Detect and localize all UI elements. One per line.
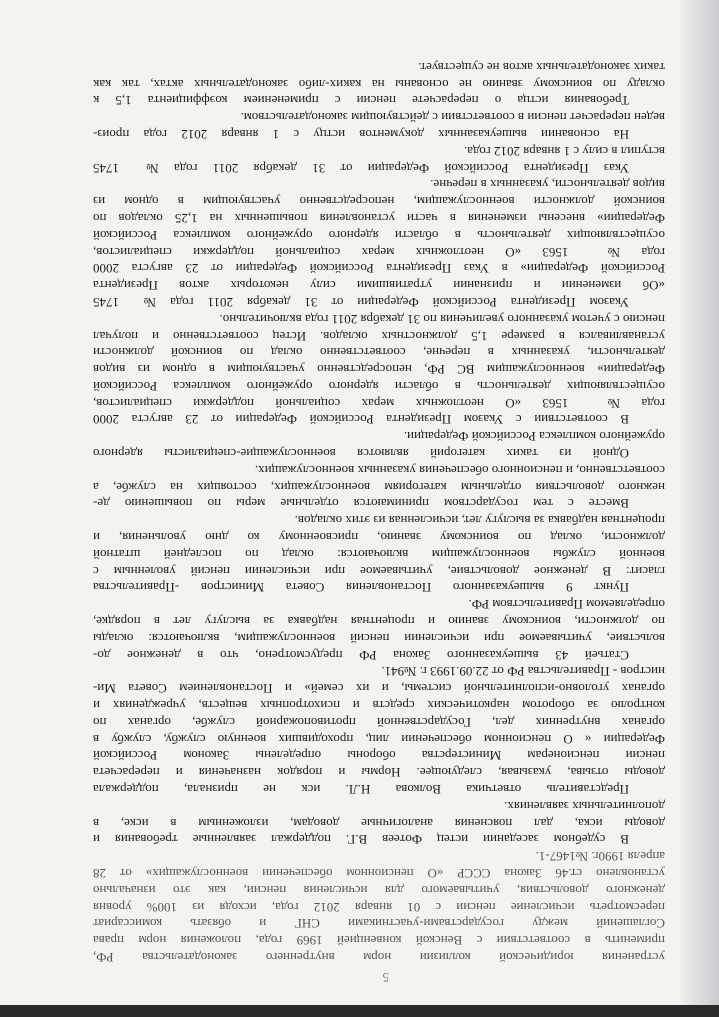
paragraph [93,176,665,310]
text-line: Представитель ответчика Волкова Н.Л. иск не признала, поддержала [93,782,629,798]
text-line: веден перерасчет пенсии в соответствии с действующим законодательством. [240,110,665,126]
text-line: контролю за оборотом наркотических средств и психотропных веществ, учреждениях и [93,698,665,714]
text-line: В соответствии с Указом Президента Российской Федерации от 23 августа 2000 [93,412,629,428]
text-line: Российской Федерации» в Указ Президента Российской Федерации от 23 августа 2000 [93,261,665,277]
text-line: доводы иска, дал пояснения аналогичные доводам, изложенным в иске, в [93,815,665,831]
scan-border [0,1005,719,1017]
text-line: Указ Президента Российской Федерации от 31 декабря 2011 года № 1745 [93,160,629,176]
text-line: вольствие, учитываемое при исчислении пенсий военнослужащим, включаются: оклады [93,630,665,646]
paragraph [93,663,665,797]
text-line: установлено ст.46 Закона СССР «О пенсионном обеспечении военнослужащих» от 28 [93,866,665,882]
text-line: воинской должности военнослужащим, непосредственно участвующим в одном из [93,194,665,210]
text-line: Федерации « О пенсионном обеспечении лиц, проходивших военную службу, службу в [93,731,665,747]
text-line: пересмотреть исчисление пенсии с 01 января 2012 года, исходя из 100% уровня [93,899,665,915]
text-line: В судебном заседании истец Фотеев В.Г. поддержал заявленные требования и [93,832,629,848]
text-line: нежного довольствия отдельным категориям военнослужащих, состоящих на службе, а [93,479,665,495]
text-line: Пункт 9 вышеуказанного Постановления Совета Министров -Правительства [93,580,629,596]
text-line: устанавливался в размере 1,5 должностных окладов. Истец соответственно и получал [93,328,665,344]
text-line: Соглашений между государствами-участниками СНГ и обязать комиссариат [93,916,665,932]
paragraph [93,797,665,847]
text-line: нистров - Правительства РФ от 22.09.1993 г. №941. [381,664,665,680]
text-line: таких законодательных актов не существует. [418,59,665,75]
paragraph [93,310,665,428]
paragraph [93,108,665,142]
paragraph [93,428,665,462]
text-line: Федерации» внесены изменения в части установления повышенных на 1,25 окладов по [93,210,665,226]
text-line: органах внутренних дел, Государственной противопожарной службе, органах по [93,714,665,730]
paragraph [93,511,665,595]
text-line: оружейного комплекса Российской Федерации. [403,429,665,445]
text-line: На основании вышеуказанных документов истцу с 1 января 2012 года произ- [93,126,629,142]
text-line: соответственно, и пенсионного обеспечения указанных военнослужащих. [254,462,665,478]
text-line: должности, оклад по воинскому званию, присвоенному ко дню увольнения, и [93,530,665,546]
text-line: по должности, воинскому званию и процентная надбавка за выслугу лет в порядке, [93,614,665,630]
text-line: года № 1563 «О неотложных мерах социальной поддержки специалистов, [93,395,665,411]
text-line: органах уголовно-исполнительной системы, и их семей» и Постановлением Совета Ми- [93,681,665,697]
text-line: военной службы военнослужащим включаются: оклад по последней штатной [93,546,665,562]
text-line: пенсии пенсионерам Министерства обороны определены Законом Российской [93,748,665,764]
document-body [93,58,665,965]
text-line: осуществляющих деятельность в области ядерного оружейного комплекса Российской [93,227,665,243]
text-line: устранения юридической коллизии норм внутреннего законодательства РФ, [93,950,665,965]
text-line: Одной из таких категорий являются военнослужащие-специалисты ядерного [93,446,629,462]
text-line: видов деятельности, указанных в перечне. [430,177,665,193]
text-line: осуществляющих деятельность в области ядерного оружейного комплекса Российской [93,378,665,394]
paragraph [93,142,665,176]
text-line: деятельности, указанных в перечне, соответственно оклад по воинской должности [93,345,665,361]
text-line: дополнительных заявлениях. [504,798,665,814]
text-line: применить в соответствии с Венской конвенцией 1969 года, положения норм права [93,933,665,949]
text-line: Указом Президента Российской Федерации от 31 декабря 2011 года № 1745 [93,294,629,310]
page-number: 5 [382,970,389,985]
text-line: Федерации» военнослужащим ВС РФ, непосредственно участвующим в одном из видов [93,362,665,378]
text-line: вступил в силу с 1 января 2012 года. [463,143,665,159]
paragraph [93,595,665,662]
paragraph [93,847,665,965]
paragraph [93,58,665,108]
text-line: апреля 1990г. №1467-1. [535,849,665,865]
text-line: года № 1563 «О неотложных мерах социальной поддержки специалистов, [93,244,665,260]
text-line: Вместе с тем государством принимаются отдельные меры по повышению де- [93,496,629,512]
scan-shadow [679,0,719,1005]
text-line: Требования истца о перерасчете пенсии с применением коэффициента 1,5 к [93,93,629,109]
text-line: Статьей 43 вышеуказанного Закона РФ предусмотрено, что в денежное до- [93,647,629,663]
text-line: гласит: В денежное довольствие, учитываемое при исчислении пенсий уволенным с [93,563,665,579]
text-line: определяемом Правительством РФ. [468,597,665,613]
text-line: денежного довольствия, учитываемого для исчисления пенсии, как это изначально [93,882,665,898]
text-line: «Об изменении и признании утратившими силу некоторых актов Президента [93,278,665,294]
text-line: окладу по воинскому званию не основаны на каких-либо законодательных актах, так как [93,76,665,92]
text-line: пенсию с учетом указанного увеличения по 31 декабря 2011 года включительно. [219,311,665,327]
paragraph [93,461,665,511]
text-line: доводы отзыва, указывая, следующее. Нормы и порядок назначения и перерасчета [93,765,665,781]
text-line: процентная надбавка за выслугу лет, исчисленная из этих окладов. [294,513,665,529]
